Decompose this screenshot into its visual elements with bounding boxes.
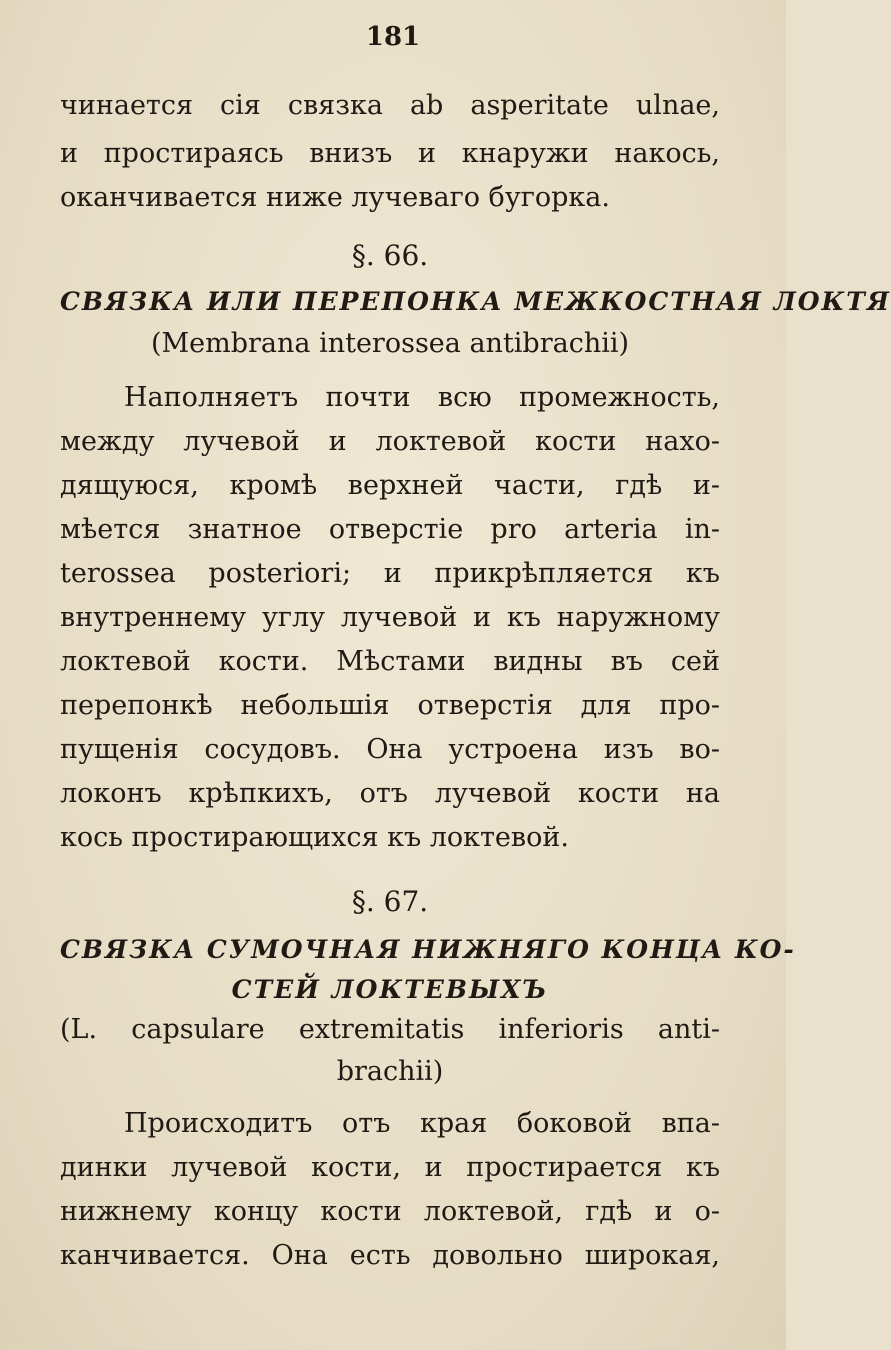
text-line: чинается сія связка ab asperitate ulnae, xyxy=(60,90,720,121)
section-number: §. 67. xyxy=(351,885,429,918)
text-line: канчивается. Она есть довольно широкая, xyxy=(60,1240,720,1271)
section-heading: СТЕЙ ЛОКТЕВЫХЪ xyxy=(231,975,549,1004)
text-line: локтевой кости. Мѣстами видны въ сей xyxy=(60,646,720,677)
section-number: §. 66. xyxy=(351,239,429,272)
text-line: кось простирающихся къ локтевой. xyxy=(60,822,569,853)
text-line: оканчивается ниже лучеваго бугорка. xyxy=(60,182,610,213)
text-line: локонъ крѣпкихъ, отъ лучевой кости на xyxy=(60,778,720,809)
text-line: нижнему концу кости локтевой, гдѣ и о- xyxy=(60,1196,720,1227)
latin-name: (Membrana interossea antibrachii) xyxy=(150,328,630,359)
page-number: 181 xyxy=(365,22,421,52)
text-line: внутреннему углу лучевой и къ наружному xyxy=(60,602,720,633)
text-line: и простираясь внизъ и кнаружи накось, xyxy=(60,138,720,169)
text-line: динки лучевой кости, и простирается къ xyxy=(60,1152,720,1183)
text-line: terossea posteriori; и прикрѣпляется къ xyxy=(60,558,720,589)
text-line: Происходитъ отъ края боковой впа- xyxy=(124,1108,720,1139)
section-heading: СВЯЗКА ИЛИ ПЕРЕПОНКА МЕЖКОСТНАЯ ЛОКТЯ xyxy=(60,287,891,316)
latin-name: (L. capsulare extremitatis inferioris anti- xyxy=(60,1014,720,1045)
section-heading: СВЯЗКА СУМОЧНАЯ НИЖНЯГО КОНЦА КО- xyxy=(60,935,796,964)
latin-name: brachii) xyxy=(336,1056,444,1087)
text-line: дящуюся, кромѣ верхней части, гдѣ и- xyxy=(60,470,720,501)
text-line: между лучевой и локтевой кости нахо- xyxy=(60,426,720,457)
text-line: Наполняетъ почти всю промежность, xyxy=(124,382,720,413)
text-line: перепонкѣ небольшія отверстія для про- xyxy=(60,690,720,721)
text-line: мѣется знатное отверстіе pro arteria in- xyxy=(60,514,720,545)
text-line: пущенія сосудовъ. Она устроена изъ во- xyxy=(60,734,720,765)
